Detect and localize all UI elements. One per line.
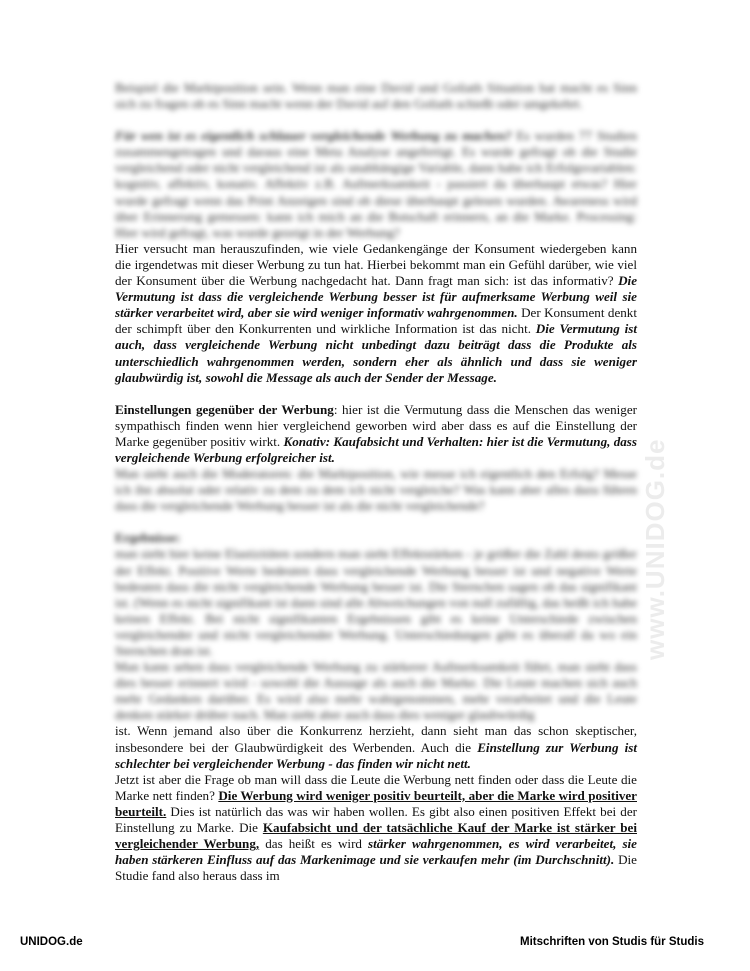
paragraph-attitudes [115,402,637,466]
bold-italic-segment: Einstellung zur Werbung ist schlechter bei vergleichender Werbung - das finden wir nicht nett. [115,739,637,771]
blurred-paragraph-moderators: Man sieht auch die Moderatoren: die Marktposition, wie messe ich eigentlich den Erfolg? Messe ich ihn absolut oder relativ zu dem zu dem ich nicht vergleiche? Was kann aber alles dazu führen dass die vergleichende Werbung besser ist als die nicht vergleichende? [115,466,637,514]
blurred-question: Für wen ist es eigentlich schlauer vergleichende Werbung zu machen? [115,128,512,144]
text-segment: Jetzt ist aber die Frage ob man will dass die Leute die Werbung nett finden oder dass die Leute die Marke nett finden? [115,771,637,803]
paragraph-brand-effect [115,772,637,885]
paragraph-consumer-thoughts [115,241,637,386]
paragraph-heading: Einstellungen gegenüber der Werbung [115,401,334,417]
text-segment: Die Studie fand also heraus dass im [115,852,637,884]
footer-site-name: UNIDOG.de [20,936,83,948]
paragraph-results-continued [115,723,637,771]
document-body [115,80,637,884]
bold-italic-segment: Konativ: Kaufabsicht und Verhalten: hier ist die Vermutung, dass vergleichende Werbung erfolgreicher ist. [115,433,638,465]
footer-tagline: Mitschriften von Studis für Studis [519,936,704,948]
watermark: www.UNIDOG.de [640,438,670,660]
blurred-paragraph-intro: Beispiel die Marktposition sein. Wenn man eine David und Goliath Situation hat macht es Sinn sich zu fragen ob es Sinn macht wenn der David auf den Goliath schießt oder umgekehrt. [115,80,637,112]
bold-italic-segment: Die Vermutung ist auch, dass vergleichende Werbung nicht unbedingt dazu beiträgt dass die Produkte als unterschiedlich wahrgenommen werden, sondern eher als ähnlich und dass sie weniger glaubwürdig ist, sowohl die Message als auch der Sender der Message. [115,321,637,385]
blurred-paragraph-study [115,128,637,241]
underlined-segment: Kaufabsicht und der tatsächliche Kauf der Marke ist stärker bei vergleichender Werbung, [115,820,637,852]
text-segment: : hier ist die Vermutung dass die Menschen das weniger sympathisch finden wenn hier vergleichend geworben wird aber dass es auf die Einstellung der Marke gegenüber positiv wirkt. [115,401,637,449]
text-segment: Der Konsument denkt der schimpft über den Konkurrenten und wirkliche Information ist das nicht. [115,305,637,337]
text-segment: das heißt es wird [259,836,369,852]
blurred-paragraph-attention: Man kann sehen dass vergleichende Werbung zu stärkerer Aufmerksamkeit führt, man sieht dass dies besser erinnert wird - sowohl die Aussage als auch die Marke. Die Leute machen sich auch mehr Gedanken darüber. Es wird also mehr wahrgenommen, mehr verarbeitet und die Leute denken stärker drüber nach. Man sieht aber auch dass dies weniger glaubwürdig [115,659,637,723]
blurred-results-heading: Ergebnisse: [115,530,181,546]
blurred-paragraph-results: man sieht hier keine Elastizitäten sondern man sieht Effektstärken - je größer die Zahl desto größer der Effekt. Positive Werte bedeuten dass vergleichende Werbung besser ist und negative Werte bedeuten dass die nicht vergleichende Werbung besser ist. Die Sternchen sagen ob das signifikant ist. (Wenn es nicht signifikant ist dann sind alle Abweichungen von null zufällig, das heißt ich habe keinen Effekt. Bei nicht signifikanten Ergebnissen gibt es keine Unterschiede zwischen vergleichender und nicht vergleichender Werbung. Unterschiedungen gibt es überall da wo ein Sternchen dran ist. [115,546,637,658]
bold-italic-segment: stärker wahrgenommen, es wird verarbeitet, sie haben stärkeren Einfluss auf das Markenimage und sie verkaufen mehr (im Durchschnitt). [115,836,637,868]
text-segment: Dies ist natürlich das was wir haben wollen. Es gibt also einen positiven Effekt bei der Einstellung zu Marke. Die [115,803,637,836]
bold-italic-segment: Die Vermutung ist dass die vergleichende Werbung besser ist für aufmerksame Werbung weil sie stärker verarbeitet wird, aber sie wird weniger informativ wahrgenommen. [115,273,637,321]
underlined-segment: Die Werbung wird weniger positiv beurteilt, aber die Marke wird positiver beurteilt. [115,787,637,819]
text-segment: ist. Wenn jemand also über die Konkurrenz herzieht, dann sieht man das schon skeptischer, insbesondere bei der Glaubwürdigkeit des Werbenden. Auch die [115,723,637,755]
text-segment: Hier versucht man herauszufinden, wie viele Gedankengänge der Konsument wiedergeben kann die irgendetwas mit dieser Werbung zu tun hat. Hierbei bekommt man ein Gefühl darüber, wie viel der Konsument über die Werbung nachgedacht hat. Dann fragt man sich: ist das informativ? [115,240,637,289]
blurred-study-text: Es wurden 77 Studien zusammengetragen und daraus eine Meta Analyse angefertigt. Es wurde gefragt ob die Studie vergleichend oder nicht vergleichend ist als unabhängige Variable, dann habe ich Erfolgsvariablen: kognitiv, affektiv, konativ. Affektiv z.B. Aufmerksamkeit - passiert da überhaupt etwas? Hier wurde gefragt wenn das Print Anzeigen sind ob diese überhaupt gelesen wurden. Awareness wird über Erinnerung gemessen: kann ich mich an die Botschaft erinnern, an die Marke. Processing: Hier wird gefragt, was wurde gezeigt in der Werbung? [115,128,637,240]
